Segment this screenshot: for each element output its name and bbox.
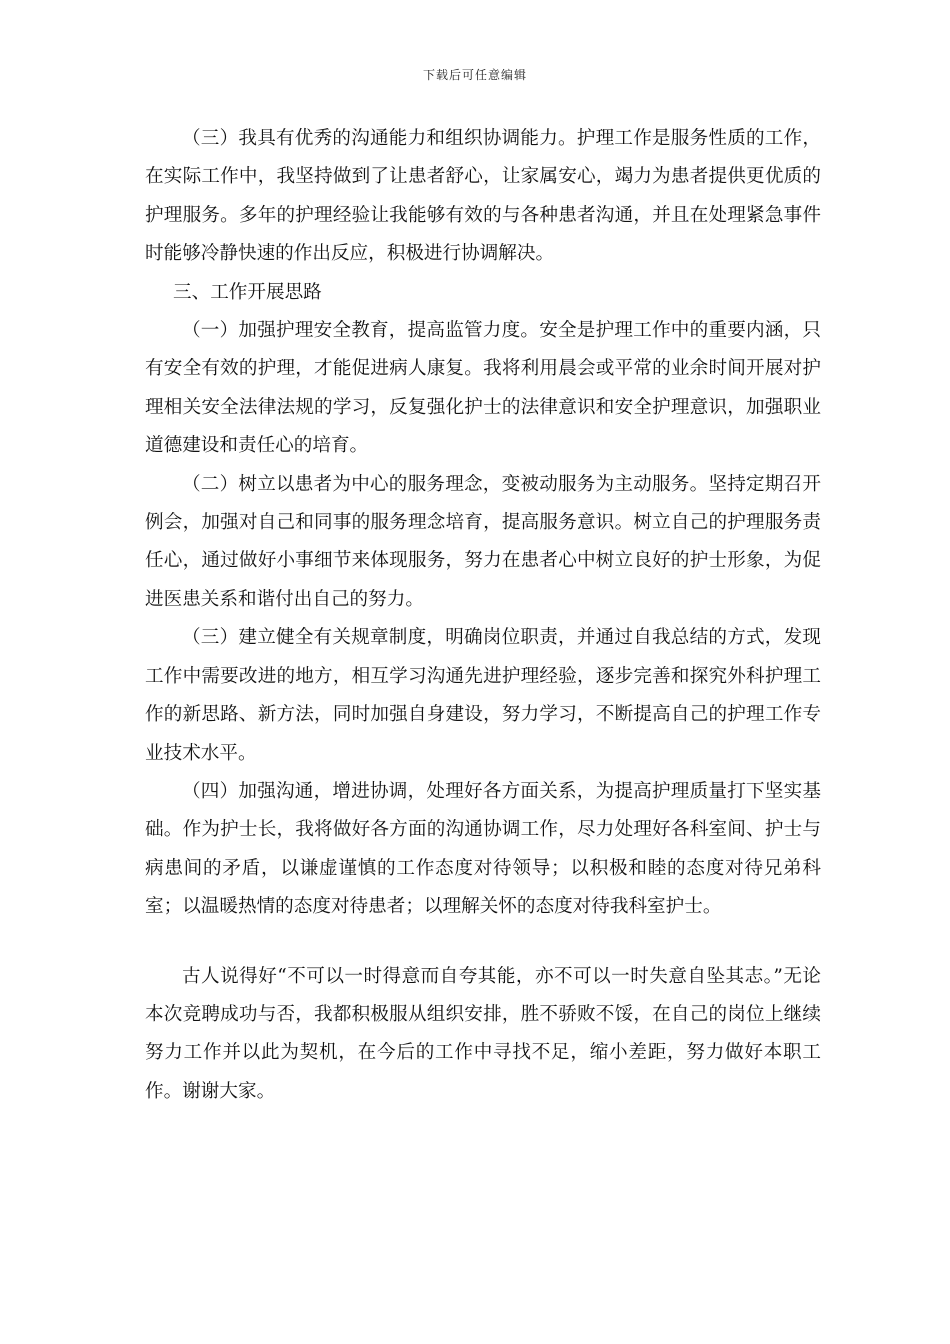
section-heading-work-ideas: 三、工作开展思路 (173, 281, 322, 303)
page-header: 下载后可任意编辑 (422, 68, 527, 82)
paragraph-service-concept: （二）树立以患者为中心的服务理念，变被动服务为主动服务。坚持定期召开例会，加强对自己和同事的服务理念培育，提高服务意识。树立自己的护理服务责任心，通过做好小事细节来体现服务，努力在患者心中树立良好的护士形象，为促进医患关系和谐付出自己的努力。 (145, 473, 821, 610)
paragraph-safety-education: （一）加强护理安全教育，提高监管力度。安全是护理工作中的重要内涵，只有安全有效的护理，才能促进病人康复。我将利用晨会或平常的业余时间开展对护理相关安全法律法规的学习，反复强化护士的法律意识和安全护理意识，加强职业道德建设和责任心的培育。 (145, 320, 821, 457)
paragraph-closing: 古人说得好“不可以一时得意而自夸其能，亦不可以一时失意自坠其志。”无论本次竞聘成功与否，我都积极服从组织安排，胜不骄败不馁，在自己的岗位上继续努力工作并以此为契机，在今后的工作中寻找不足，缩小差距，努力做好本职工作。谢谢大家。 (145, 965, 821, 1102)
paragraph-communication-coordination: （四）加强沟通，增进协调，处理好各方面关系，为提高护理质量打下坚实基础。作为护士长，我将做好各方面的沟通协调工作，尽力处理好各科室间、护士与病患间的矛盾，以谦虚谨慎的工作态度对待领导；以积极和睦的态度对待兄弟科室；以温暖热情的态度对待患者；以理解关怀的态度对待我科室护士。 (145, 780, 821, 918)
document-body (145, 120, 821, 1111)
paragraph-communication-ability: （三）我具有优秀的沟通能力和组织协调能力。护理工作是服务性质的工作，在实际工作中，我坚持做到了让患者舒心，让家属安心，竭力为患者提供更优质的护理服务。多年的护理经验让我能够有效的与各种患者沟通，并且在处理紧急事件时能够冷静快速的作出反应，积极进行协调解决。 (145, 128, 821, 265)
paragraph-rules-system: （三）建立健全有关规章制度，明确岗位职责，并通过自我总结的方式，发现工作中需要改进的地方，相互学习沟通先进护理经验，逐步完善和探究外科护理工作的新思路、新方法，同时加强自身建设，努力学习，不断提高自己的护理工作专业技术水平。 (145, 627, 821, 764)
paragraph-gap (145, 927, 821, 958)
